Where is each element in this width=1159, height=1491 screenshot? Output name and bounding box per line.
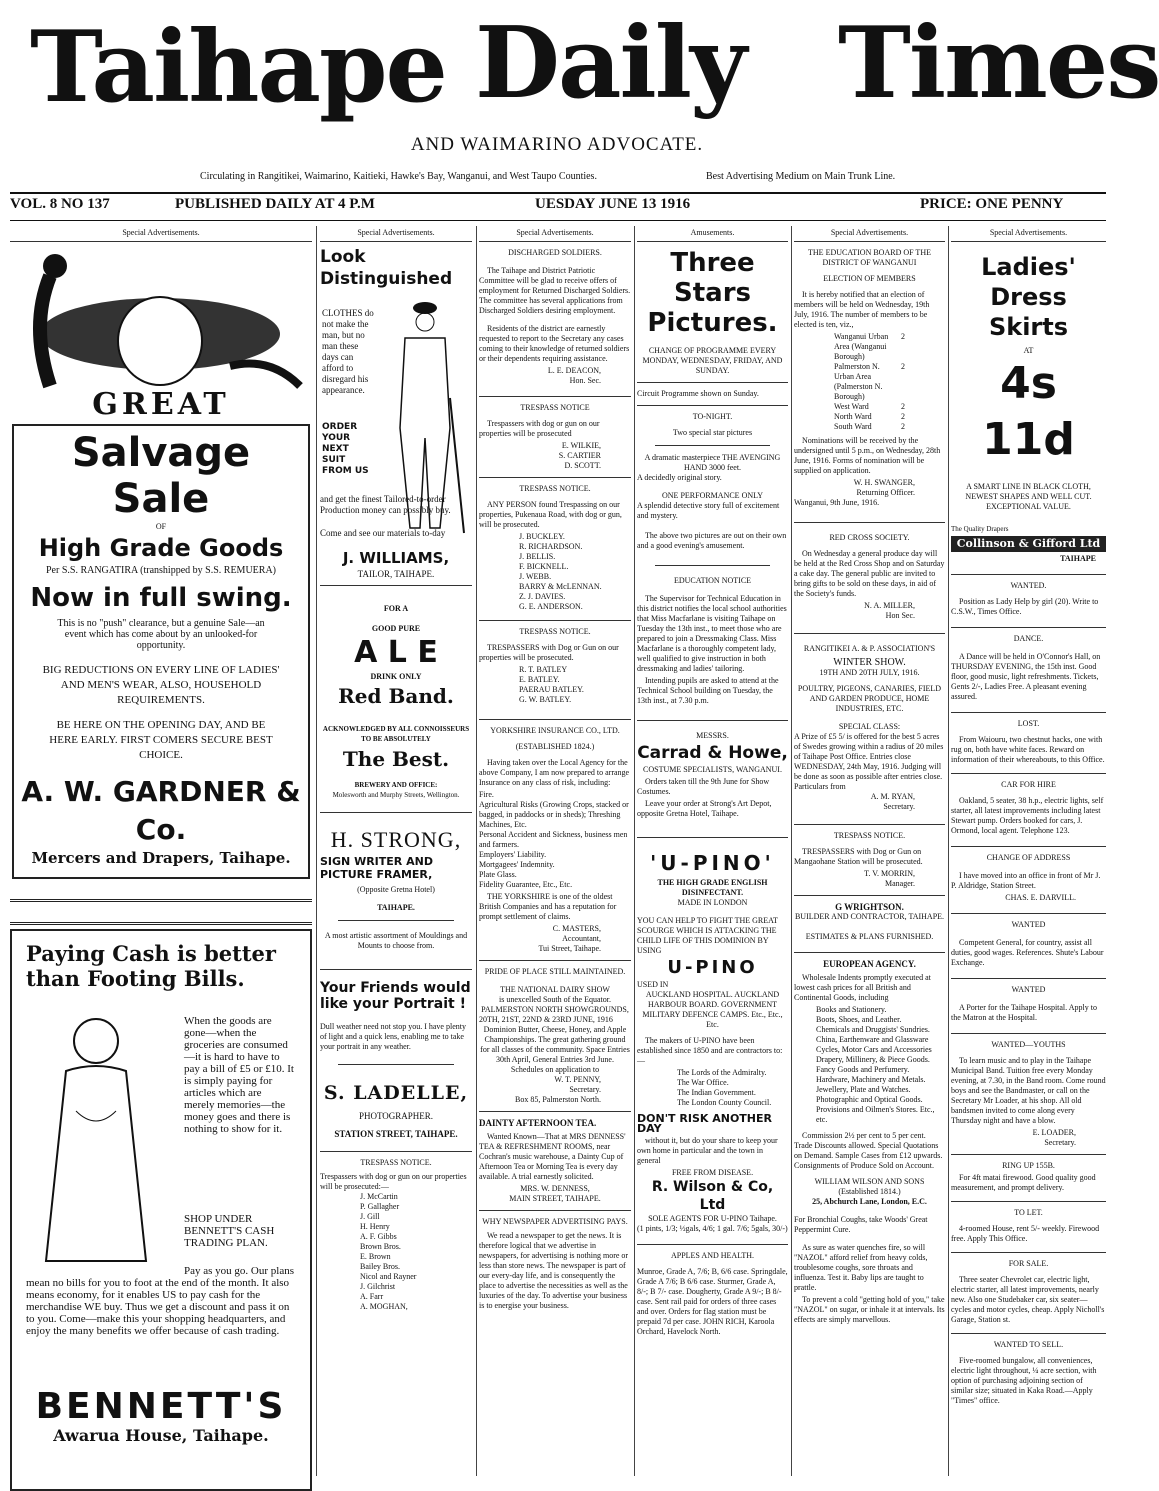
swanger-name: W. H. SWANGER,: [853, 478, 915, 487]
dont-risk-text: without it, but do your share to keep your own home in particular and the town in general: [637, 1136, 778, 1165]
dainty-tea: DAINTY AFTERNOON TEA.: [479, 1118, 597, 1128]
column-divider: [634, 226, 635, 1476]
for-sale-title: FOR SALE.: [1008, 1259, 1049, 1268]
two-pictures: Two special star pictures: [672, 428, 753, 437]
ladies-dress-skirts: Ladies' Dress Skirts: [981, 253, 1076, 341]
education-text: The Supervisor for Technical Education in this district notifies the local school authorities that Miss Macfarlane is visiting Taihape on Tuesday the 13th inst., to meet those who are prepared to join a Dressmaking Class. Miss Macfarlane is a thoroughly competent lady, well qualified to give instruction in both dressmaking and ladies' tailoring.: [637, 594, 787, 673]
morrin-title: Manager.: [885, 879, 915, 888]
insurance-risk: Fire.: [479, 790, 494, 799]
used-in: USED IN: [637, 980, 669, 989]
discharged-soldiers: DISCHARGED SOLDIERS.: [508, 248, 602, 257]
goods-line: Hardware, Machinery and Metals.: [816, 1075, 926, 1084]
election-text: It is hereby notified that an election of members will be held on Wednesday, 19th July, 1916. The number of members to be elected is ten, viz.,: [794, 290, 930, 329]
education-board: THE EDUCATION BOARD OF THE DISTRICT OF WANGANUI: [808, 248, 931, 267]
why-text: We read a newspaper to get the news. It is therefore logical that we advertise in newspapers, for advertising is nothing more or less than store news. The newspaper is part of our every-day life, and is consequently the place to advertise the necessities as well as the luxuries of the day. To advertise your business is to energise your business.: [479, 1231, 629, 1310]
masthead-title-left: Taihape: [30, 10, 446, 125]
ward-row: [794, 422, 945, 432]
trespass-text: TRESPASSERS with Dog or Gun on Mangaohane Station will be prosecuted.: [794, 847, 923, 866]
youths-text: To learn music and to play in the Taihape Municipal Band. Tuition free every Monday evening, at 7.30, in the Band room. Come round boys and see the Bandmaster, or call on the Secretary Mr Loader, at his shop. All old bandsmen invited to come along every Thursday night and have a blow.: [951, 1056, 1106, 1125]
wanted1-title: WANTED.: [1010, 581, 1047, 590]
bennetts-ad: [10, 929, 312, 1491]
decorative-border: [10, 899, 312, 925]
published-line: PUBLISHED DAILY AT 4 P.M: [175, 196, 375, 212]
wanted1-text: Position as Lady Help by girl (20). Write to C.S.W., Times Office.: [951, 597, 1099, 616]
goods-line: Boots, Shoes, and Leather.: [816, 1015, 902, 1024]
wanted-sell-text: Five-roomed bungalow, all conveniences, electric light throughout, ¼ acre section, with option of purchasing adjoining section of similar size; situated in Kaka Road.—Apply "Times" office.: [951, 1356, 1097, 1405]
trespass-name: Z. J. DAVIES.: [519, 592, 566, 601]
ward-count: 2: [901, 362, 905, 371]
trespass3-names: [479, 665, 631, 705]
photographer: PHOTOGRAPHER.: [358, 1111, 434, 1121]
builder-contractor: BUILDER AND CONTRACTOR, TAIHAPE.: [794, 912, 945, 921]
column-divider: [316, 226, 317, 1476]
estimates-plans: ESTIMATES & PLANS FURNISHED.: [805, 932, 934, 941]
youths-title: WANTED—YOUTHS: [991, 1040, 1066, 1049]
shop-under: SHOP UNDER BENNETT'S CASH TRADING PLAN.: [184, 1213, 275, 1249]
discharged-text: The Taihape and District Patriotic Committee will be glad to receive offers of employment for Returned Discharged Soldiers. The committee has several applications from Discharged Soldiers desiring employment.: [479, 266, 631, 315]
column-3: [479, 226, 631, 1476]
for-sale-text: Three seater Chevrolet car, electric light, electric starter, all latest improvements, nearly new. Also one Studebaker car, six seater—cycles and motor cycles, cheap. Apply Nicholl's Garage, Station st.: [951, 1275, 1105, 1324]
paying-cash-title: Paying Cash is better than Footing Bills.: [26, 941, 276, 991]
now-in-full-swing: Now in full swing.: [30, 583, 292, 613]
per-ss-line: Per S.S. RANGATIRA (transhipped by S.S. REMUERA): [45, 565, 276, 576]
ladelle-name: S. LADELLE,: [323, 1082, 469, 1104]
wws-established: (Established 1814.): [838, 1187, 901, 1196]
ward-count: 2: [901, 402, 905, 411]
messrs: MESSRS.: [696, 731, 729, 740]
yorkshire-text: Having taken over the Local Agency for the above Company, I am now prepared to arrange Insurance on any class of risk, including:: [479, 758, 630, 787]
denness-name: MRS. W. DENNESS,: [520, 1184, 590, 1193]
returning-officer: Returning Officer.: [856, 488, 915, 497]
to-let-text: 4-roomed House, rent 5/- weekly. Firewood free. Apply This Office.: [951, 1224, 1100, 1243]
masters-address: Tui Street, Taihape.: [538, 944, 601, 953]
column-header: Special Advertisements.: [951, 226, 1106, 242]
trespass-title: TRESPASS NOTICE.: [833, 831, 906, 840]
winter-show: WINTER SHOW.: [833, 657, 906, 668]
carrad-howe: Carrad & Howe,: [637, 743, 788, 763]
made-in-london: MADE IN LONDON: [677, 898, 748, 907]
leave-order: Leave your order at Strong's Art Depot, opposite Gretna Hotel, Taihape.: [637, 799, 772, 818]
decidedly-original: A decidedly original story.: [637, 473, 722, 482]
deacon-name: L. E. DEACON,: [547, 366, 601, 375]
ward-name: North Ward: [834, 412, 872, 421]
goods-line: Cycles, Motor Cars and Accessories: [816, 1045, 932, 1054]
wanted-sell-title: WANTED TO SELL.: [993, 1340, 1064, 1349]
makers-list: [637, 1068, 788, 1108]
ward-name: West Ward: [834, 402, 869, 411]
wanted3-text: A Porter for the Taihape Hospital. Apply to the Matron at the Hospital.: [951, 1003, 1097, 1022]
trespass2-text: ANY PERSON found Trespassing on our properties, Pukenaua Road, with dog or gun, will be prosecuted.: [479, 500, 622, 529]
darvill-name: CHAS. E. DARVILL.: [1005, 893, 1076, 902]
splendid-story: A splendid detective story full of excitement and mystery.: [637, 501, 780, 520]
sale-description: This is no "push" clearance, but a genuine Sale—an event which has come about by an unlooked-for opportunity.: [57, 618, 265, 651]
at-label: AT: [1023, 346, 1034, 355]
your-friends: Your Friends would like your Portrait !: [320, 980, 471, 1012]
trespass-name: R. T. BATLEY: [519, 665, 568, 674]
dance-title: DANCE.: [1013, 634, 1044, 643]
quality-drapers: The Quality Drapers: [951, 525, 1009, 533]
ward-row: [794, 332, 945, 362]
dance-text: A Dance will be held in O'Connor's Hall, on THURSDAY EVENING, the 15th inst. Good floor, good music, light refreshments. Tickets, Gents 2/-, Ladies Free. A pleasant evening assured.: [951, 652, 1101, 701]
trespass-name: J. WEBB.: [519, 572, 552, 581]
upino-title: 'U-PINO': [650, 851, 775, 875]
loader-name: E. LOADER,: [1032, 1128, 1076, 1137]
wards-list: [794, 332, 945, 432]
election-members: ELECTION OF MEMBERS: [823, 274, 916, 283]
trespass-name: J. BELLIS.: [519, 552, 556, 561]
trespass-name: Brown Bros.: [360, 1242, 401, 1251]
artistic-assortment: A most artistic assortment of Mouldings and Mounts to choose from.: [324, 931, 468, 950]
be-here: BE HERE ON THE OPENING DAY, AND BE HERE EARLY. FIRST COMERS SECURE BEST CHOICE.: [49, 719, 273, 761]
trespass3-title: TRESPASS NOTICE.: [519, 627, 591, 636]
dairy-text: is unexcelled South of the Equator. PALMERSTON NORTH SHOWGROUNDS,: [481, 995, 629, 1014]
sign-writer: SIGN WRITER AND PICTURE FRAMER,: [320, 855, 433, 881]
car-title: CAR FOR HIRE: [1001, 780, 1056, 789]
pay-as-you-go: Pay as you go. Our plans mean no bills for you to foot at the end of the month. It also means economy, for it enables US to pay cash for the merchandise WE buy. Thus we get a discount and pass it on to you. Come—make this your shopping headquarters, and enjoy the many benefits we offer because of cash trading.: [26, 1265, 294, 1337]
trespass-name: E. WILKIE,: [561, 441, 601, 450]
the-best: The Best.: [342, 747, 450, 771]
used-list: AUCKLAND HOSPITAL. AUCKLAND HARBOUR BOARD. GOVERNMENT MILITARY DEFENCE CAMPS. Etc., Etc., Etc.: [642, 990, 783, 1029]
dairy-items: Dominion Butter, Cheese, Honey, and Apple Championships. The great gathering ground for all classes of the community. Space Entries 30th April, General Entries 3rd June. Schedules on application to: [480, 1025, 630, 1074]
penny-title: Secretary.: [569, 1085, 601, 1094]
lady-illustration: [26, 1011, 176, 1271]
upino-title-2: U-PINO: [667, 957, 758, 978]
yorkshire-oldest: THE YORKSHIRE is one of the oldest British Companies and has a reputation for prompt settlement of claims.: [479, 892, 617, 921]
contractor-name: The War Office.: [677, 1078, 729, 1087]
ward-count: 2: [901, 332, 905, 341]
tailor-taihape: TAILOR, TAIHAPE.: [357, 569, 435, 579]
insurance-risk: Personal Accident and Sickness, business men and farmers.: [479, 830, 628, 849]
column-2: [320, 226, 472, 1476]
trespass-name: Nicol and Rayner: [360, 1272, 417, 1281]
winter-dates: 19TH AND 20TH JULY, 1916.: [819, 668, 920, 677]
education-notice: EDUCATION NOTICE: [673, 576, 752, 585]
dull-weather: Dull weather need not stop you. I have plenty of light and a quick lens, enabling me to take your portrait in any weather.: [320, 1022, 466, 1051]
trespass-names: [320, 1192, 472, 1312]
trespass2-names: [479, 532, 631, 612]
order-suit: ORDER YOUR NEXT SUIT FROM US: [322, 422, 369, 476]
opposite-gretna: (Opposite Gretna Hotel): [357, 885, 435, 894]
gentleman-illustration: [380, 298, 470, 538]
wanted3-title: WANTED: [1011, 985, 1046, 994]
trespass-name: P. Gallagher: [360, 1202, 400, 1211]
red-cross-text: On Wednesday a general produce day will be held at the Red Cross Shop and on Saturday a cake day. The general public are invited to bring gifts to be sold on these days, in aid of the Society's funds.: [794, 549, 945, 598]
trespass-name: G. E. ANDERSON.: [519, 602, 583, 611]
rangitikei-association: RANGITIKEI A. & P. ASSOCIATION'S: [803, 644, 936, 653]
nominations: Nominations will be received by the undersigned until 5 p.m., on Wednesday, 28th June, 1916. Forms of nomination will be supplied on application.: [794, 436, 941, 475]
volume-number: VOL. 8 NO 137: [10, 196, 110, 212]
dramatic-masterpiece: A dramatic masterpiece THE AVENGING HAND 3000 feet.: [644, 453, 781, 472]
ryan-title: Secretary.: [883, 802, 915, 811]
insurance-risk: Mortgagees' Indemnity.: [479, 860, 555, 869]
bennetts-name: BENNETT'S: [35, 1386, 287, 1427]
sole-agents: SOLE AGENTS FOR U-PINO Taihape.: [648, 1214, 777, 1223]
free-from-disease: FREE FROM DISEASE.: [671, 1168, 754, 1177]
dont-risk: DON'T RISK ANOTHER DAY: [637, 1112, 772, 1135]
apples-health: APPLES AND HEALTH.: [670, 1251, 755, 1260]
trespass-name: R. RICHARDSON.: [519, 542, 583, 551]
trespass2-title: TRESPASS NOTICE.: [519, 484, 591, 493]
dairy-title: THE NATIONAL DAIRY SHOW: [500, 985, 610, 994]
poultry-line: POULTRY, PIGEONS, CANARIES, FIELD AND GARDEN PRODUCE, HOME INDUSTRIES, ETC.: [797, 684, 942, 713]
penny-name: W. T. PENNY,: [554, 1075, 601, 1084]
trespass-name: BARRY & McLENNAN.: [519, 582, 602, 591]
bronchial-coughs: For Bronchial Coughs, take Woods' Great Peppermint Cure.: [794, 1215, 928, 1234]
masthead: [0, 0, 1159, 190]
above-pictures: The above two pictures are out on their own and a good evening's amusement.: [637, 531, 787, 550]
circuit-programme: Circuit Programme shown on Sunday.: [637, 389, 759, 398]
trespass1-names: [479, 441, 631, 471]
you-can-help: YOU CAN HELP TO FIGHT THE GREAT SCOURGE WHICH IS ATTACKING THE CHILD LIFE OF THIS DOMINION BY USING: [637, 916, 778, 955]
insurance-risk: Employers' Liability.: [479, 850, 547, 859]
best-medium-line: Best Advertising Medium on Main Trunk Line.: [706, 171, 896, 182]
commission-text: Commission 2½ per cent to 5 per cent. Trade Discounts allowed. Special Quotations on Demand. Sample Cases from £12 upwards. Consignments of Produce Sold on Account.: [794, 1131, 943, 1170]
price: PRICE: ONE PENNY: [920, 196, 1064, 212]
change-address-title: CHANGE OF ADDRESS: [986, 853, 1071, 862]
look-distinguished: Look Distinguished: [320, 247, 453, 289]
ward-name: Wanganui Urban Area (Wanganui Borough): [834, 332, 889, 361]
collinson-taihape: TAIHAPE: [1060, 554, 1096, 563]
special-class: SPECIAL CLASS:: [838, 722, 901, 731]
to-let-title: TO LET.: [1014, 1208, 1043, 1217]
goods-line: Jewellery, Plate and Watches.: [816, 1085, 911, 1094]
trespass3-text: TRESPASSERS with Dog or Gun on our properties will be prosecuted.: [479, 643, 619, 662]
wanganui-date: Wanganui, 9th June, 1916.: [794, 498, 880, 507]
strong-name: H. STRONG,: [330, 827, 462, 852]
column-1: [10, 226, 312, 1476]
ward-row: [794, 362, 945, 402]
yorkshire-title: YORKSHIRE INSURANCE CO., LTD.: [490, 726, 620, 735]
yorkshire-established: (ESTABLISHED 1824.): [515, 742, 595, 751]
wrightson-name: G WRIGHTSON.: [835, 902, 904, 912]
trespass-name: PAERAU BATLEY.: [519, 685, 584, 694]
goods-line: Drapery, Millinery, & Piece Goods.: [816, 1055, 930, 1064]
trespass-name: E. BATLEY.: [519, 675, 560, 684]
williams-name: J. WILLIAMS,: [342, 549, 450, 567]
intending-pupils: Intending pupils are asked to attend at the Technical School building on Tuesday, the 13th inst., at 7.30 p.m.: [637, 676, 779, 705]
masthead-subtitle: AND WAIMARINO ADVOCATE.: [410, 134, 704, 155]
of-label: OF: [155, 522, 167, 531]
column-4: [637, 226, 788, 1476]
acknowledged: ACKNOWLEDGED BY ALL CONNOISSEURS TO BE ABSOLUTELY: [322, 725, 470, 743]
goods-line: China, Earthenware and Glassware: [816, 1035, 929, 1044]
goods-line: Provisions and Oilmen's Stores. Etc., etc.: [816, 1105, 935, 1124]
collinson-gifford: Collinson & Gifford Ltd: [951, 536, 1106, 552]
masthead-title-right: Times: [838, 6, 1159, 121]
trespass-name: A. F. Gibbs: [360, 1232, 397, 1241]
gardner-name: A. W. GARDNER & Co.: [21, 775, 301, 846]
wilson-name: R. Wilson & Co, Ltd: [651, 1179, 774, 1213]
column-divider: [476, 226, 477, 1476]
dairy-dates: 20TH, 21ST, 22ND & 23RD JUNE, 1916: [479, 1015, 613, 1024]
column-header: Special Advertisements.: [794, 226, 945, 242]
nazol-text-2: To prevent a cold "getting hold of you," take "NAZOL" on sugar, or inhale it at intervals. Its effects are simply marvellous.: [794, 1295, 945, 1324]
wws-address: 25, Abchurch Lane, London, E.C.: [812, 1197, 927, 1206]
european-agency: EUROPEAN AGENCY.: [823, 959, 916, 969]
european-text: Wholesale Indents promptly executed at lowest cash prices for all British and Continental Goods, including: [794, 973, 931, 1002]
column-divider: [791, 226, 792, 1476]
lost-text: From Waiouru, two chestnut hacks, one with rug on, both have white faces. Reward on information of their whereabouts, to this Office.: [951, 735, 1105, 764]
miller-name: N. A. MILLER,: [864, 601, 915, 610]
insurance-risk: Plate Glass.: [479, 870, 517, 879]
trespass-name: F. BICKNELL.: [519, 562, 569, 571]
contractor-name: The Lords of the Admiralty.: [677, 1068, 767, 1077]
finest-tailored: and get the finest Tailored-to-order Production money can possibly buy.: [320, 494, 451, 515]
trespass-name: D. SCOTT.: [564, 461, 601, 470]
why-advertising: WHY NEWSPAPER ADVERTISING PAYS.: [482, 1217, 628, 1226]
wanted2-title: WANTED: [1011, 920, 1046, 929]
trespass-name: J. Gilchrist: [360, 1282, 396, 1291]
dateline: [10, 196, 1104, 216]
rule-top: [10, 192, 1106, 194]
awarua-line: Awarua House, Taihape.: [53, 1426, 269, 1445]
deacon-title: Hon. Sec.: [569, 376, 601, 385]
lost-title: LOST.: [1017, 719, 1040, 728]
ring-up-text: For 4ft matai firewood. Good quality good measurement, and prompt delivery.: [951, 1173, 1096, 1192]
ward-name: South Ward: [834, 422, 872, 431]
goods-line: Chemicals and Druggists' Sundries.: [816, 1025, 930, 1034]
trespass-name: A. Farr: [360, 1292, 384, 1301]
contractor-name: The Indian Government.: [677, 1088, 756, 1097]
penny-address: Box 85, Palmerston North.: [515, 1095, 601, 1104]
wws-name: WILLIAM WILSON AND SONS: [814, 1177, 925, 1186]
clothes-text: CLOTHES do not make the man, but no man these days can afford to disregard his appearance.: [322, 308, 374, 395]
red-cross: RED CROSS SOCIETY.: [829, 533, 910, 542]
yorkshire-risks: [479, 790, 631, 890]
ring-up-title: RING UP 155B.: [1002, 1161, 1055, 1170]
molesworth-address: Molesworth and Murphy Streets, Wellington.: [332, 791, 460, 799]
nazol-text: As sure as water quenches fire, so will "NAZOL" afford relief from heavy colds, troublesome coughs, sore throats and influenza. Test it. Baby lips are taught to prattle.: [794, 1243, 928, 1292]
trespass-name: Bailey Bros.: [360, 1262, 400, 1271]
dainty-text: Wanted Known—That at MRS DENNESS' TEA & REFRESHMENT ROOMS, near Cochran's music warehouse, a Dainty Cup of Afternoon Tea or Morning Tea is every day available. A trial earnestly solicited.: [479, 1132, 626, 1181]
european-goods: [794, 1005, 945, 1125]
ward-row: [794, 412, 945, 422]
special-text: A Prize of £5 5/ is offered for the best 5 acres of Swedes growing within a radius of 20 miles of Taihape Post Office. Entries close WEDNESDAY, 24th May, 1916. Judging will be done as soon as possible after entries close. Particulars from: [794, 732, 944, 791]
tonight: TO-NIGHT.: [692, 412, 733, 421]
column-header: Special Advertisements.: [320, 226, 472, 242]
trespass-text: Trespassers with dog or gun on our properties will be prosecuted:—: [320, 1172, 467, 1191]
salvage-sale-ad: [12, 424, 310, 879]
for-a: FOR A: [383, 604, 409, 613]
trespass-name: J. BUCKLEY.: [519, 532, 565, 541]
big-reductions: BIG REDUCTIONS ON EVERY LINE OF LADIES' AND MEN'S WEAR, ALSO, HOUSEHOLD REQUIREMENTS.: [42, 664, 280, 706]
good-pure: GOOD PURE: [371, 624, 421, 633]
high-grade-title: High Grade Goods: [38, 534, 284, 562]
trespass-name: H. Henry: [360, 1222, 390, 1231]
brewery-office: BREWERY AND OFFICE:: [354, 781, 438, 789]
car-text: Oakland, 5 seater, 38 h.p., electric lights, self starter, all latest improvements including latest Stewart pump. Orders booked for cars, J. Ormond, local agent. Telephone 123.: [951, 796, 1104, 835]
makers-text: The makers of U-PINO have been established since 1850 and are contractors to:—: [637, 1036, 783, 1065]
ward-count: 2: [901, 412, 905, 421]
column-header: Amusements.: [637, 226, 788, 242]
upino-prices: (1 pints, 1/3; ½gals, 4/6; 1 gal. 7/6; 5gals, 30/-): [637, 1224, 788, 1233]
orders-taken: Orders taken till the 9th June for Show Costumes.: [637, 777, 770, 796]
come-and-see: Come and see our materials to-day: [320, 528, 446, 538]
smart-line: A SMART LINE IN BLACK CLOTH, NEWEST SHAPES AND WELL CUT. EXCEPTIONAL VALUE.: [965, 482, 1092, 511]
high-grade-disinfectant: THE HIGH GRADE ENGLISH DISINFECTANT.: [657, 878, 768, 897]
insurance-risk: Fidelity Guarantee, Etc., Etc.: [479, 880, 573, 889]
trespass-name: J. McCartin: [360, 1192, 398, 1201]
insurance-risk: Agricultural Risks (Growing Crops, stacked or bagged, in paddocks or in sheds); Threshing Machines, Etc.: [479, 800, 629, 829]
column-5: [794, 226, 945, 1476]
goods-line: Fancy Goods and Perfumery.: [816, 1065, 910, 1074]
wanted2-text: Competent General, for country, assist all duties, good wages. References. Shute's Labour Exchange.: [951, 938, 1104, 967]
column-divider: [948, 226, 949, 1476]
rule-bottom: [10, 220, 1106, 221]
trespass-name: E. Brown: [360, 1252, 391, 1261]
one-performance: ONE PERFORMANCE ONLY: [662, 491, 763, 500]
column-header: Special Advertisements.: [479, 226, 631, 242]
when-goods-gone: When the goods are gone—when the groceries are consumed—it is hard to have to pay a bill of £5 or £10. It is simply paying for articles which are merely memories—the money goes and there is nothing to show for it.: [184, 1015, 294, 1135]
trespass-name: G. W. BATLEY.: [519, 695, 572, 704]
salvage-sale-title: Salvage Sale: [71, 430, 251, 522]
ryan-name: A. M. RYAN,: [870, 792, 915, 801]
town-crier-illustration: [10, 246, 312, 398]
skirt-price: 4s 11d: [982, 358, 1075, 465]
ward-count: 2: [901, 422, 905, 431]
red-band: Red Band.: [338, 684, 454, 708]
trespass1-title: TRESPASS NOTICE: [520, 403, 590, 412]
goods-line: Photographic and Optical Goods.: [816, 1095, 923, 1104]
ward-row: [794, 402, 945, 412]
trespass1-text: Trespassers with dog or gun on our properties will be prosecuted: [479, 419, 600, 438]
trespass-title: TRESPASS NOTICE.: [360, 1158, 432, 1167]
issue-date: UESDAY JUNE 13 1916: [535, 196, 691, 212]
miller-title: Hon Sec.: [885, 611, 915, 620]
strong-taihape: TAIHAPE.: [377, 903, 415, 912]
goods-line: Books and Stationery.: [816, 1005, 887, 1014]
morrin-name: T. V. MORRIN,: [864, 869, 915, 878]
column-header: Special Advertisements.: [10, 226, 312, 242]
masthead-title-mid: Daily: [475, 6, 745, 121]
ward-name: Palmerston N. Urban Area (Palmerston N. Borough): [834, 362, 883, 401]
trespass-name: A. MOGHAN,: [360, 1302, 408, 1311]
costume-specialists: COSTUME SPECIALISTS, WANGANUI.: [643, 765, 782, 774]
masters-title: Accountant,: [562, 934, 601, 943]
pride-of-place: PRIDE OF PLACE STILL MAINTAINED.: [484, 967, 626, 976]
apples-text: Munroe, Grade A, 7/6; B, 6/6 case. Springdale, Grade A 7/6; B 6/6 case. Sturmer, Grade A, 8/-; B 7/- case. Dougherty, Grade A 9/-; B 8/- case. Sent rail paid for orders of three cases and over. Orders for flag station must be prepaid 7d per case. JOHN RICH, Karoola Orchard, Havelock North.: [637, 1267, 788, 1336]
three-stars-title: Three Stars Pictures.: [647, 248, 778, 338]
drink-only: DRINK ONLY: [370, 672, 422, 681]
change-programme: CHANGE OF PROGRAMME EVERY MONDAY, WEDNESDAY, FRIDAY, AND SUNDAY.: [642, 346, 783, 375]
masters-name: C. MASTERS,: [552, 924, 601, 933]
trespass-name: J. Gill: [360, 1212, 380, 1221]
station-street: STATION STREET, TAIHAPE.: [334, 1129, 458, 1139]
great-label: GREAT: [92, 387, 230, 422]
contractor-name: The London County Council.: [677, 1098, 772, 1107]
trespass-name: S. CARTIER: [558, 451, 601, 460]
tailor-ad: [320, 290, 472, 538]
ale-label: A L E: [354, 635, 438, 670]
salvage-illustration: [10, 246, 312, 398]
circulation-line: Circulating in Rangitikei, Waimarino, Kaitieki, Hawke's Bay, Wanganui, and West Taupo Counties.: [200, 171, 597, 182]
main-street: MAIN STREET, TAIHAPE.: [509, 1194, 601, 1203]
residents-text: Residents of the district are earnestly requested to report to the Secretary any cases coming to their knowledge of returned soldiers or their dependents requiring assistance.: [479, 324, 630, 363]
change-address-text: I have moved into an office in front of Mr J. P. Aldridge, Station Street.: [951, 871, 1101, 890]
loader-title: Secretary.: [1044, 1138, 1076, 1147]
mercers-line: Mercers and Drapers, Taihape.: [31, 849, 291, 867]
column-6: [951, 226, 1106, 1476]
